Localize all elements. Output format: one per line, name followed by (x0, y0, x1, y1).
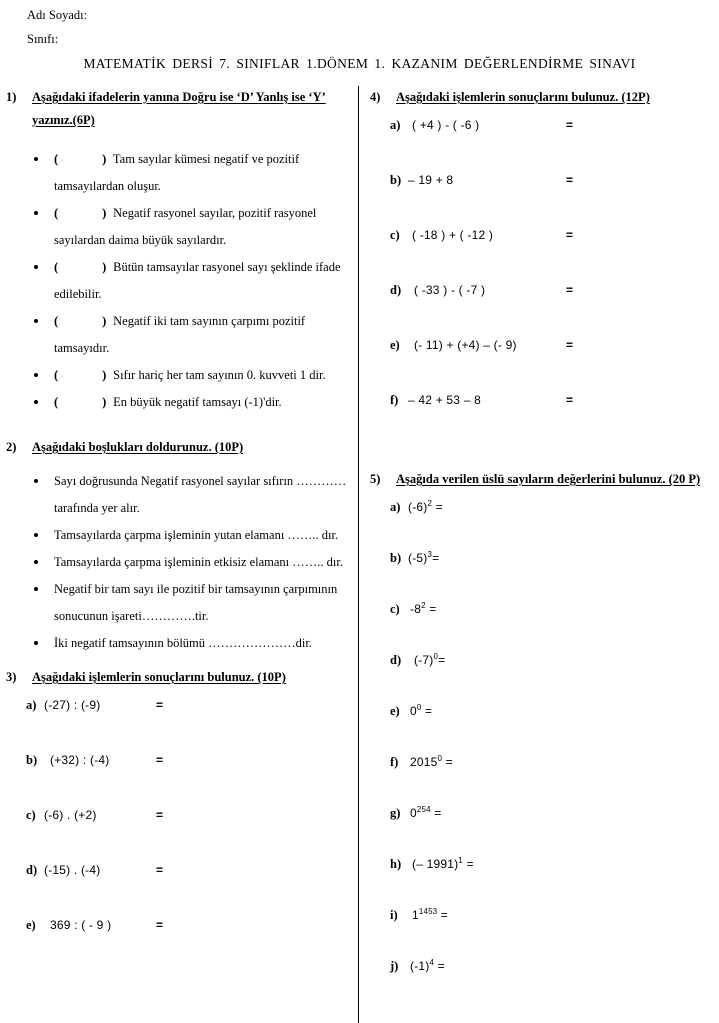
list-item[interactable] (4, 630, 350, 657)
list-item[interactable] (4, 549, 350, 576)
statement-text: En büyük negatif tamsayı (-1)'dir. (113, 395, 282, 409)
list-item[interactable] (4, 522, 350, 549)
power-base: 1 (412, 908, 419, 922)
item-label: e) (390, 704, 400, 718)
math-expression: (-15) . (-4) (44, 863, 101, 877)
fill-blank-text: Tamsayılarda çarpma işleminin yutan elamanı …….. dır. (54, 528, 339, 542)
list-item (4, 389, 350, 416)
question-2 (4, 436, 350, 657)
list-item (4, 362, 350, 389)
bullet-icon (34, 319, 38, 323)
question-4-item-list (368, 118, 714, 448)
statement-text: Negatif iki tam sayının çarpımı pozitif tamsayıdır. (54, 314, 306, 355)
math-problem-row[interactable] (368, 393, 714, 448)
column-divider (358, 86, 359, 1023)
power-exponent: 1 (458, 856, 463, 865)
true-false-answer-box[interactable]: ( ) (54, 260, 107, 274)
bullet-icon (34, 533, 38, 537)
math-problem-row[interactable] (368, 602, 714, 653)
question-1 (4, 86, 350, 416)
math-expression: (-6) . (+2) (44, 808, 97, 822)
equals-sign: = (421, 704, 433, 718)
item-label: b) (390, 551, 402, 565)
math-expression: 369 : ( - 9 ) (50, 918, 112, 932)
item-label: a) (26, 698, 37, 712)
question-1-title: Aşağıdaki ifadelerin yanına Doğru ise ‘D’ Yanlış ise ‘Y’ yazınız.(6P) (32, 90, 326, 127)
math-problem-row[interactable] (368, 908, 714, 959)
student-info-fields (27, 3, 327, 51)
question-5 (368, 468, 714, 1010)
bullet-icon (34, 157, 38, 161)
power-base: (-6) (408, 500, 428, 514)
question-3-number: 3) (6, 670, 17, 684)
class-field-label: Sınıfı: (27, 32, 59, 46)
item-label: d) (26, 863, 38, 877)
exam-title: MATEMATİK DERSİ 7. SINIFLAR 1.DÖNEM 1. KAZANIM DEĞERLENDİRME SINAVI (83, 56, 636, 71)
question-4 (368, 86, 714, 448)
list-item (4, 254, 350, 308)
math-problem-row[interactable] (4, 863, 350, 918)
math-expression (414, 653, 445, 667)
math-expression: ( -18 ) + ( -12 ) (412, 228, 494, 242)
math-problem-row[interactable] (368, 500, 714, 551)
item-label: g) (390, 806, 401, 820)
item-label: b) (26, 753, 38, 767)
bullet-icon (34, 641, 38, 645)
math-problem-row[interactable] (368, 653, 714, 704)
bullet-icon (34, 373, 38, 377)
math-expression (410, 755, 453, 769)
math-expression (410, 602, 436, 616)
name-field-label: Adı Soyadı: (27, 8, 88, 22)
left-column (4, 86, 350, 973)
question-2-heading (4, 436, 350, 459)
equals-sign: = (156, 808, 164, 822)
true-false-answer-box[interactable]: ( ) (54, 314, 107, 328)
math-problem-row[interactable] (368, 959, 714, 1010)
question-1-statement-list (4, 146, 350, 416)
question-3-item-list (4, 698, 350, 973)
power-exponent: 2 (427, 499, 433, 508)
bullet-icon (34, 479, 38, 483)
power-exponent: 1453 (418, 907, 438, 916)
question-4-title: Aşağıdaki işlemlerin sonuçlarını bulunuz. (12P) (396, 90, 650, 104)
question-1-heading (4, 86, 350, 132)
math-problem-row[interactable] (4, 698, 350, 753)
equals-sign: = (156, 863, 164, 877)
math-problem-row[interactable] (4, 918, 350, 973)
math-expression: (+32) : (-4) (50, 753, 110, 767)
equals-sign: = (566, 173, 574, 187)
math-expression (408, 500, 443, 514)
equals-sign: = (442, 755, 453, 769)
bullet-icon (34, 560, 38, 564)
question-3-title: Aşağıdaki işlemlerin sonuçlarını bulunuz. (10P) (32, 670, 286, 684)
question-5-item-list (368, 500, 714, 1010)
item-label: e) (26, 918, 36, 932)
equals-sign: = (432, 551, 440, 565)
statement-text: Negatif rasyonel sayılar, pozitif rasyonel sayılardan daima büyük sayılardır. (54, 206, 317, 247)
item-label: c) (26, 808, 36, 822)
item-label: a) (390, 500, 401, 514)
equals-sign: = (156, 698, 164, 712)
math-problem-row[interactable] (4, 808, 350, 863)
math-problem-row[interactable] (368, 228, 714, 283)
question-4-number: 4) (370, 90, 381, 104)
math-problem-row[interactable] (368, 755, 714, 806)
item-label: f) (390, 755, 399, 769)
math-problem-row[interactable] (368, 551, 714, 602)
power-exponent: 0 (433, 652, 439, 661)
equals-sign: = (425, 602, 437, 616)
item-label: a) (390, 118, 401, 132)
question-2-title: Aşağıdaki boşlukları doldurunuz. (10P) (32, 440, 244, 454)
item-label: d) (390, 653, 402, 667)
math-expression: ( -33 ) - ( -7 ) (414, 283, 486, 297)
question-5-number: 5) (370, 472, 381, 486)
fill-blank-text: Sayı doğrusunda Negatif rasyonel sayılar sıfırın …………tarafında yer alır. (54, 474, 347, 515)
power-exponent: 2 (421, 601, 426, 610)
question-3-heading (4, 666, 350, 689)
power-base: 0 (410, 704, 417, 718)
fill-blank-text: İki negatif tamsayının bölümü …………………dir. (54, 636, 312, 650)
question-4-heading (368, 86, 714, 109)
item-label: c) (390, 228, 400, 242)
math-expression (410, 959, 445, 973)
math-problem-row[interactable] (368, 118, 714, 173)
power-exponent: 254 (416, 805, 431, 814)
math-expression: ( +4 ) - ( -6 ) (412, 118, 480, 132)
true-false-answer-box[interactable]: ( ) (54, 206, 107, 220)
power-base: 2015 (410, 755, 438, 769)
bullet-icon (34, 587, 38, 591)
true-false-answer-box[interactable]: ( ) (54, 152, 107, 166)
power-exponent: 3 (427, 550, 433, 559)
math-problem-row[interactable] (368, 806, 714, 857)
list-item (4, 308, 350, 362)
power-base: (– 1991) (412, 857, 459, 871)
math-expression: – 19 + 8 (408, 173, 454, 187)
question-5-heading (368, 468, 714, 491)
math-problem-row[interactable] (368, 704, 714, 755)
item-label: f) (390, 393, 399, 407)
equals-sign: = (566, 118, 574, 132)
power-base: (-7) (414, 653, 434, 667)
power-base: 0 (410, 806, 417, 820)
math-expression: (- 11) + (+4) – (- 9) (414, 338, 517, 352)
list-item (4, 200, 350, 254)
question-2-number: 2) (6, 440, 17, 454)
bullet-icon (34, 400, 38, 404)
equals-sign: = (156, 753, 164, 767)
right-column (368, 86, 714, 1010)
math-expression: (-27) : (-9) (44, 698, 101, 712)
item-label: i) (390, 908, 398, 922)
power-base: (-5) (408, 551, 428, 565)
math-expression: – 42 + 53 – 8 (408, 393, 481, 407)
math-problem-row[interactable] (4, 753, 350, 808)
true-false-answer-box[interactable]: ( ) (54, 395, 107, 409)
equals-sign: = (566, 283, 574, 297)
power-exponent: 0 (416, 703, 422, 712)
power-exponent: 0 (437, 754, 443, 763)
list-item[interactable] (4, 468, 350, 522)
bullet-icon (34, 265, 38, 269)
equals-sign: = (156, 918, 164, 932)
bullet-icon (34, 211, 38, 215)
math-problem-row[interactable] (368, 283, 714, 338)
fill-blank-text: Tamsayılarda çarpma işleminin etkisiz elamanı …….. dır. (54, 555, 343, 569)
statement-text: Bütün tamsayılar rasyonel sayı şeklinde ifade edilebilir. (54, 260, 341, 301)
item-label: e) (390, 338, 400, 352)
math-expression (408, 551, 439, 565)
power-exponent: 4 (429, 958, 435, 967)
question-5-title: Aşağıda verilen üslü sayıların değerlerini bulunuz. (20 P) (396, 472, 701, 486)
equals-sign: = (434, 959, 445, 973)
math-expression (410, 806, 441, 820)
item-label: j) (390, 959, 399, 973)
math-problem-row[interactable] (368, 173, 714, 228)
item-label: b) (390, 173, 402, 187)
item-label: h) (390, 857, 402, 871)
math-expression (412, 857, 474, 871)
exam-body (0, 86, 719, 1023)
math-problem-row[interactable] (368, 338, 714, 393)
equals-sign: = (437, 908, 449, 922)
list-item[interactable] (4, 576, 350, 630)
equals-sign: = (462, 857, 474, 871)
equals-sign: = (432, 500, 443, 514)
statement-text: Sıfır hariç her tam sayının 0. kuvveti 1 dir. (113, 368, 326, 382)
power-base: (-1) (410, 959, 430, 973)
question-3 (4, 666, 350, 973)
math-expression (412, 908, 448, 922)
fill-blank-text: Negatif bir tam sayı ile pozitif bir tamsayının çarpımının sonucunun işareti………….tir. (54, 582, 338, 623)
power-base: -8 (410, 602, 422, 616)
question-1-number: 1) (6, 90, 17, 104)
list-item (4, 146, 350, 200)
equals-sign: = (566, 393, 574, 407)
true-false-answer-box[interactable]: ( ) (54, 368, 107, 382)
item-label: d) (390, 283, 402, 297)
math-problem-row[interactable] (368, 857, 714, 908)
math-expression (410, 704, 432, 718)
question-2-statement-list (4, 468, 350, 657)
statement-text: Tam sayılar kümesi negatif ve pozitif tamsayılardan oluşur. (54, 152, 300, 193)
item-label: c) (390, 602, 400, 616)
equals-sign: = (430, 806, 442, 820)
equals-sign: = (566, 228, 574, 242)
equals-sign: = (566, 338, 574, 352)
equals-sign: = (438, 653, 446, 667)
